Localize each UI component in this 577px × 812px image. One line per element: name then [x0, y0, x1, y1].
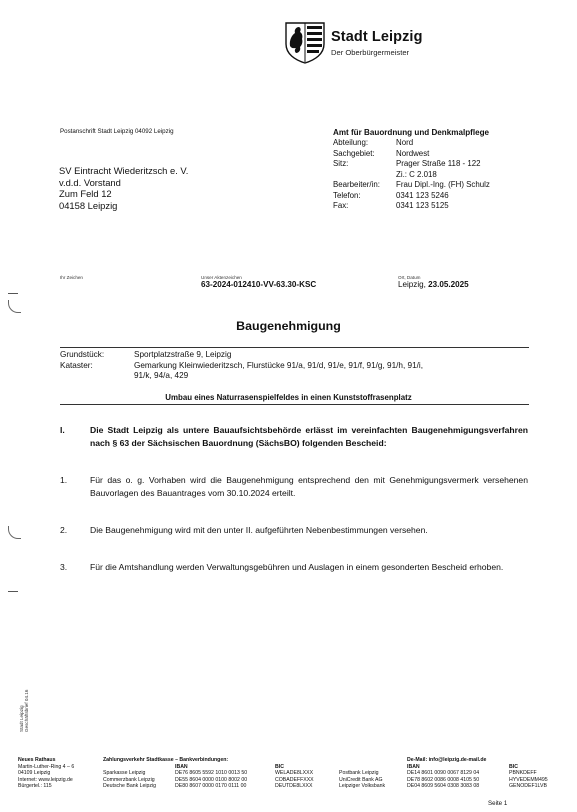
grundstueck-label: Grundstück: — [60, 350, 105, 359]
list-item — [60, 474, 530, 514]
office-row: Fax: 0341 123 5125 — [333, 201, 449, 210]
fold-mark — [8, 293, 18, 294]
kataster-value-line2: 91/k, 94/a, 429 — [134, 371, 189, 381]
city-logo — [283, 20, 433, 60]
item-text: Die Baugenehmigung wird mit den unter II. aufgeführten Nebenbestimmungen versehen. — [90, 525, 428, 535]
section-text: Die Stadt Leipzig als untere Bauaufsichtsbehörde erlässt im vereinfachten Baugenehmigungsverfahren nach § 63 der Sächsischen Bauordnung (SächsBO) folgenden Bescheid: — [90, 425, 528, 448]
fold-mark — [8, 591, 18, 592]
list-item — [60, 524, 530, 552]
grundstueck-value: Sportplatzstraße 9, Leipzig — [134, 350, 232, 359]
aktenzeichen-label: Unser Aktenzeichen — [201, 275, 242, 280]
kataster-value-line1: Gemarkung Kleinwiederitzsch, Flurstücke 91/a, 91/d, 91/e, 91/f, 91/g, 91/h, 91/i, — [134, 360, 423, 370]
document-title: Baugenehmigung — [236, 319, 341, 333]
ihr-zeichen — [60, 275, 83, 280]
footer — [18, 757, 558, 809]
item-number: 2. — [60, 525, 68, 535]
ihr-zeichen-label: Ihr Zeichen — [60, 275, 83, 280]
bank-row: Sparkasse Leipzig DE76 8605 5592 1010 0013 50 WELADE8LXXX — [103, 770, 314, 777]
kataster-label: Kataster: — [60, 360, 93, 370]
logo-title: Stadt Leipzig — [331, 29, 423, 45]
recipient-line: Zum Feld 12 — [59, 188, 112, 199]
aktenzeichen-value: 63-2024-012410-VV-63.30-KSC — [201, 280, 317, 289]
bank-row: Postbank Leipzig DE14 8601 0090 0067 8129 04 PBNKDEFF — [339, 770, 537, 777]
office-row: Sitz: Prager Straße 118 - 122 — [333, 159, 481, 168]
postal-address-line: Postanschrift Stadt Leipzig 04092 Leipzig — [60, 128, 174, 135]
recipient-address — [59, 165, 188, 211]
ort-datum-label: Ort, Datum — [398, 275, 421, 280]
ort-value: Leipzig, — [398, 280, 426, 289]
recipient-line: SV Eintracht Wiederitzsch e. V. — [59, 165, 189, 176]
recipient-line: 04158 Leipzig — [59, 199, 118, 211]
item-text: Für die Amtshandlung werden Verwaltungsgebühren und Auslagen in einem gesonderten Bescheid erhoben. — [90, 562, 504, 572]
office-heading: Amt für Bauordnung und Denkmalpflege — [333, 128, 490, 137]
demail-address: De-Mail: info@leipzig.de-mail.de — [407, 757, 487, 763]
footer-banks-left: Zahlungsverkehr Stadtkasse – Bankverbindungen: IBAN BIC Sparkasse Leipzig DE76 8605 5592 1010 0013 50 WELADE8LXXX Commerzbank Leipzig DE55 8604 0000 0100 8002 00 COBADEFFXXX Deutsche Bank Leipzig DE80 8607 0000 0170 0111 00 DEUTDE8LXXX — [103, 757, 383, 790]
punch-mark — [8, 300, 21, 313]
divider-line — [60, 347, 529, 348]
footer-address: Neues Rathaus Martin-Luther-Ring 4 – 6 04109 Leipzig Internet: www.leipzig.de Bürgertel.: 115 — [18, 757, 75, 790]
item-text: Für das o. g. Vorhaben wird die Baugenehmigung entsprechend den mit Genehmigungsvermerk versehenen Bauvorlagen des Bauantrages vom 30.10.2024 erteilt. — [90, 475, 528, 498]
aktenzeichen — [201, 275, 316, 289]
office-info — [333, 128, 490, 212]
logo-subtitle: Der Oberbürgermeister — [331, 48, 410, 57]
bank-row: Commerzbank Leipzig DE55 8604 0000 0100 8002 00 COBADEFFXXX — [103, 776, 314, 783]
page-number: Seite 1 — [488, 800, 508, 807]
office-row: Zi.: C 2.018 — [396, 169, 437, 179]
punch-mark — [8, 526, 21, 539]
form-version-note: Stadt Leipzig Geschäftsbrief 04.16 — [19, 689, 30, 732]
office-row: Sachgebiet: Nordwest — [333, 148, 430, 158]
list-item — [60, 561, 530, 589]
item-number: 1. — [60, 475, 68, 485]
bank-row: Leipziger Volksbank DE04 8609 5604 0308 3083 08 GENODEF1LVB — [339, 783, 547, 790]
bank-row: UniCredit Bank AG DE78 8602 0086 0008 4105 50 HYVEDEMM495 — [339, 776, 548, 783]
item-number: 3. — [60, 562, 68, 572]
coat-of-arms-icon — [283, 20, 327, 64]
divider-line — [60, 404, 529, 405]
office-row: Telefon: 0341 123 5246 — [333, 190, 449, 200]
project-subject: Umbau eines Naturrasenspielfeldes in einen Kunststoffrasenplatz — [165, 393, 412, 402]
office-row: Abteilung: Nord — [333, 138, 414, 147]
section-heading — [60, 424, 530, 464]
section-number: I. — [60, 425, 65, 435]
recipient-line: v.d.d. Vorstand — [59, 176, 121, 188]
office-row: Bearbeiter/in: Frau Dipl.-Ing. (FH) Schulz — [333, 180, 490, 189]
bank-row: Deutsche Bank Leipzig DE80 8607 0000 0170 0111 00 DEUTDE8LXXX — [103, 783, 313, 790]
datum-value: 23.05.2025 — [428, 280, 469, 289]
footer-banks-right: De-Mail: info@leipzig.de-mail.de IBAN BIC Postbank Leipzig DE14 8601 0090 0067 8129 04 PBNKDEFF UniCredit Bank AG DE78 8602 0086 0008 4105 50 HYVEDEMM495 Leipziger Volksbank DE04 8609 5604 0308 3083 08 GENODEF1LVB — [339, 757, 559, 790]
ort-datum — [398, 275, 469, 289]
property-details — [60, 350, 530, 382]
